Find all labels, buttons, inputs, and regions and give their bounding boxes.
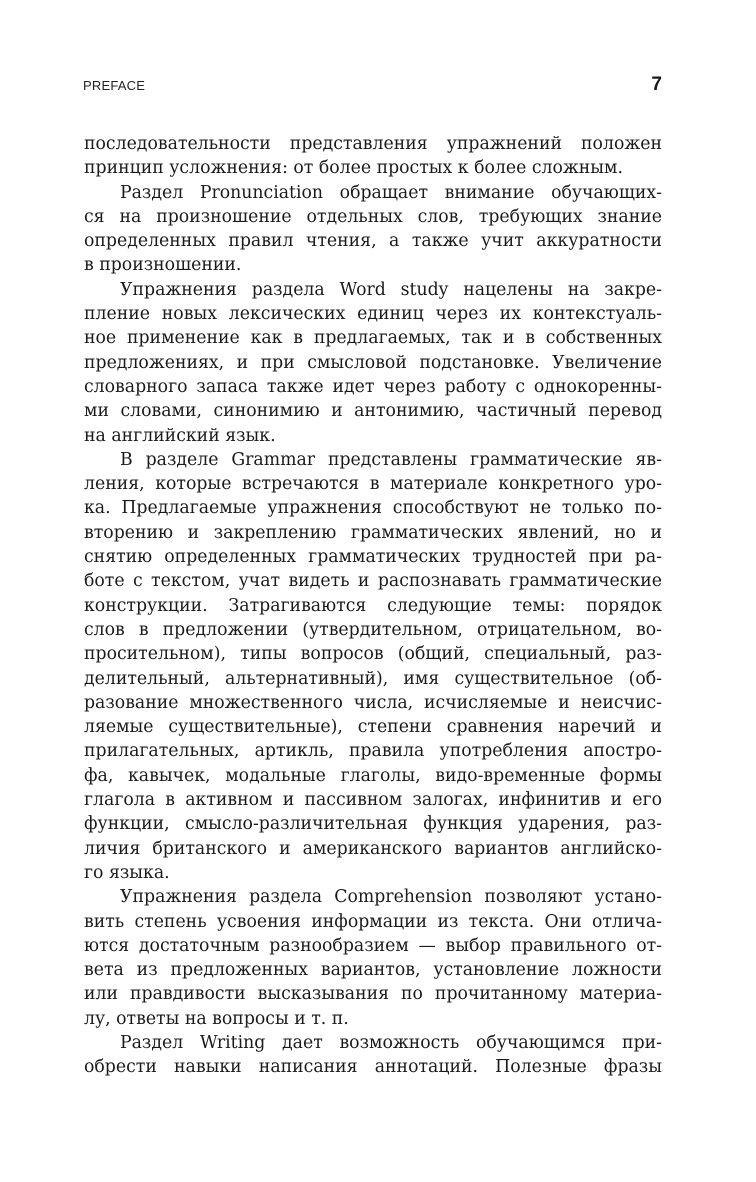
text-line: конструкции. Затрагиваются следующие темы: порядок (84, 595, 662, 616)
page-number: 7 (651, 74, 662, 95)
text-line: прилагательных, артикль, правила употребления апостро- (84, 741, 662, 762)
text-line: ления, которые встречаются в материале конкретного уро- (84, 474, 662, 495)
paragraph-comprehension (84, 885, 662, 1031)
text-line: слов в предложении (утвердительном, отрицательном, во- (84, 619, 662, 640)
text-line: на английский язык. (84, 425, 276, 446)
text-line: ка. Предлагаемые упражнения способствуют не только по- (84, 498, 662, 519)
text-line: принцип усложнения: от более простых к более сложным. (84, 158, 623, 179)
text-line: го языка. (84, 862, 170, 883)
text-line: в произношении. (84, 255, 242, 276)
text-line: ются достаточным разнообразием — выбор правильного от- (84, 935, 662, 956)
text-line: вить степень усвоения информации из текста. Они отлича- (84, 911, 662, 932)
text-line: ся на произношение отдельных слов, требующих знание (84, 206, 662, 227)
paragraph-word-study (84, 278, 662, 448)
text-line: Раздел Writing дает возможность обучающимся при- (120, 1032, 662, 1053)
text-line: ное применение как в предлагаемых, так и в собственных (84, 328, 662, 349)
text-line: вторению и закреплению грамматических явлений, но и (84, 522, 662, 543)
text-line: определенных правил чтения, а также учит аккуратности (84, 231, 662, 252)
text-line: В разделе Grammar представлены грамматические яв- (120, 449, 662, 470)
text-line: боте с текстом, учат видеть и распознавать грамматические (84, 571, 662, 592)
text-line: фа, кавычек, модальные глаголы, видо-временные формы (84, 765, 662, 786)
text-line: или правдивости высказывания по прочитанному материа- (84, 984, 662, 1005)
section-title: PREFACE (83, 78, 146, 93)
running-header (83, 74, 662, 98)
text-line: делительный, альтернативный), имя существительное (об- (84, 668, 662, 689)
text-line: обрести навыки написания аннотаций. Полезные фразы (84, 1057, 662, 1078)
text-line: вета из предложенных вариантов, установление ложности (84, 960, 662, 981)
text-line: функции, смысло-различительная функция ударения, раз- (84, 814, 662, 835)
text-line: последовательности представления упражнений положен (84, 134, 662, 154)
text-line: Упражнения раздела Comprehension позволяют устано- (120, 887, 662, 908)
paragraph-pronunciation (84, 181, 662, 278)
text-line: снятию определенных грамматических трудностей при ра- (84, 547, 662, 568)
text-line: просительном), типы вопросов (общий, специальный, раз- (84, 644, 662, 665)
paragraph-writing (84, 1031, 662, 1080)
body-text (84, 132, 662, 1080)
paragraph-grammar (84, 448, 662, 885)
paragraph-intro-continuation (84, 132, 662, 181)
text-line: пление новых лексических единиц через их контекстуаль- (84, 304, 662, 325)
text-line: ми словами, синонимию и антонимию, частичный перевод (84, 401, 662, 422)
text-line: лу, ответы на вопросы и т. п. (84, 1008, 349, 1029)
text-line: ляемые существительные), степени сравнения наречий и (84, 717, 662, 738)
text-line: предложениях, и при смысловой подстановке. Увеличение (84, 352, 662, 373)
text-line: Раздел Pronunciation обращает внимание обучающих- (120, 182, 662, 203)
text-line: глагола в активном и пассивном залогах, инфинитив и его (84, 790, 662, 811)
text-line: разование множественного числа, исчисляемые и неисчис- (84, 692, 662, 713)
text-line: Упражнения раздела Word study нацелены на закре- (120, 279, 662, 300)
text-line: личия британского и американского вариантов английско- (84, 838, 662, 859)
text-line: словарного запаса также идет через работу с однокоренны- (84, 376, 662, 397)
